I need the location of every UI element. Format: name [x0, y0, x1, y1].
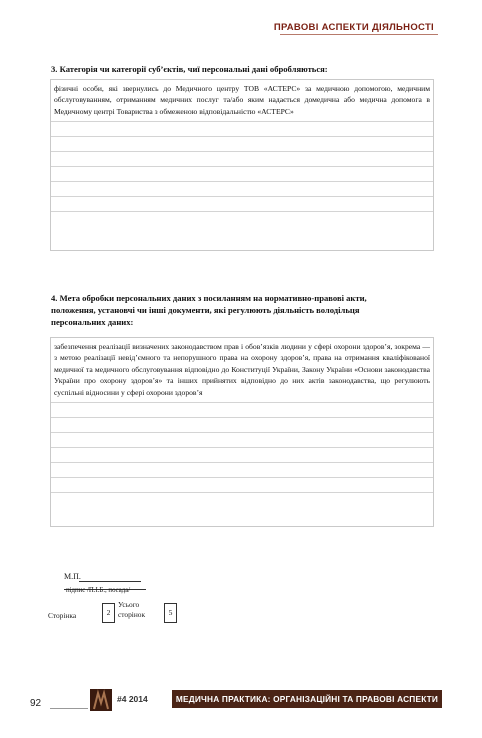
section-4-heading: 4. Мета обробки персональних даних з посиланням на нормативно-правові акти, положення, установчі чи інші документи, які регулюють діяльність володільця персональних даних: [51, 293, 367, 327]
blank-line [51, 151, 433, 166]
blank-line [51, 402, 433, 417]
blank-line [51, 121, 433, 136]
header-title: ПРАВОВІ АСПЕКТИ ДІЯЛЬНОСТІ [273, 22, 434, 33]
stamp-label: М.П. [64, 572, 81, 581]
blank-line [51, 136, 433, 151]
total-pages-box: 5 [164, 603, 177, 623]
section-3-heading: 3. Категорія чи категорії суб’єктів, чиї персональні дані обробляються: [51, 64, 328, 74]
signature-caption: підпис /П.І.Б., посада/ [66, 587, 131, 594]
stamp-line [79, 581, 141, 582]
blank-line [51, 477, 433, 492]
blank-line [51, 166, 433, 181]
blank-line [51, 462, 433, 477]
page-label: Сторінка [48, 611, 77, 620]
page-number-box: 2 [102, 603, 115, 623]
journal-logo [90, 689, 112, 711]
blank-line [51, 181, 433, 196]
header-divider [280, 34, 438, 35]
total-pages-label: Усього сторінок [118, 600, 146, 619]
blank-line [51, 196, 433, 211]
page-header [0, 0, 482, 40]
blank-line [51, 432, 433, 447]
section-4-text: забезпечення реалізації визначених законодавством прав і обов’язків людини у сфері охорони здоров’я, зокрема — з метою реалізації невід’ємного та непорушного права на охорону здоров’я, права на отримання кваліфікованої медичної та медичного обслуговування відповідно до Конституції України, Закону України «Основи законодавства України про охорону здоров’я» та інших прийнятих відповідно до них актів законодавства, що регулюють суспільні відносини у сфері охорони здоров’я [54, 342, 430, 397]
footer-issue: #4 2014 [117, 694, 148, 704]
blank-line [51, 447, 433, 462]
blank-line [51, 492, 433, 507]
section-3-box [50, 79, 434, 251]
footer-divider [50, 708, 88, 709]
section-3-text: фізичні особи, які звернулись до Медичного центру ТОВ «АСТЕРС» за медичною допомогою, медичним обслуговуванням, отриманням медичних послуг та/або яким надається домедична або медична допомога в Медичному центрі Товариства з обмеженою відповідальністю «АСТЕРС» [54, 84, 430, 116]
footer-page-number: 92 [30, 698, 42, 709]
blank-line [51, 417, 433, 432]
section-4-box [50, 337, 434, 527]
footer-journal-title: МЕДИЧНА ПРАКТИКА: ОРГАНІЗАЦІЙНІ ТА ПРАВОВІ АСПЕКТИ [172, 690, 442, 708]
blank-line [51, 211, 433, 226]
